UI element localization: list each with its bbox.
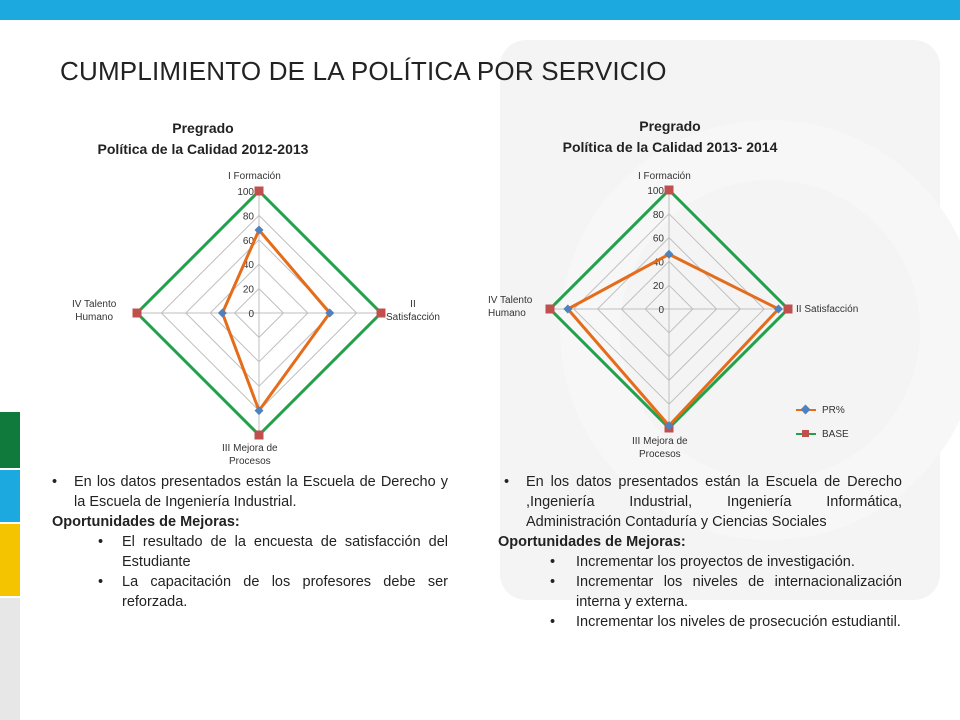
tick-label: 60 [652,233,664,245]
axis-label-talento-humano [488,294,532,320]
tick-label: 40 [652,257,664,269]
axis-label-line: I Formación [228,171,281,182]
series-point [546,305,555,314]
page-title: CUMPLIMIENTO DE LA POLÍTICA POR SERVICIO [60,56,667,86]
axis-label-line: Procesos [228,456,271,467]
left-opportunities-heading: Oportunidades de Mejoras: [52,514,240,530]
chart-title-line: Política de la Calidad 2013- 2014 [562,139,778,155]
left-text-block [52,472,448,612]
right-text-block [498,472,902,632]
legend-item-pr [796,402,849,418]
tick-label: 100 [647,186,664,197]
chart-title-line: Pregrado [172,120,234,136]
legend-swatch-base [796,429,816,439]
tick-label: 80 [242,211,254,223]
axis-label-line: III Mejora de [222,443,278,454]
tick-label: 20 [242,284,254,296]
right-opportunity-item: • Incrementar los niveles de internacionalización interna y externa. [576,572,902,612]
axis-label-line: IV Talento [488,295,533,306]
axis-label-line: I Formación [638,171,691,182]
right-opportunity-item: • Incrementar los niveles de prosecución estudiantil. [576,612,902,632]
axis-label-line: Satisfacción [386,312,440,323]
tick-label: 0 [658,305,664,316]
axis-label-mejora-procesos [632,435,688,461]
right-opportunities-heading: Oportunidades de Mejoras: [498,534,686,550]
axis-label-line: Humano [488,308,526,319]
chart-title-line: Pregrado [639,118,701,134]
axis-label-formacion [638,170,691,183]
axis-label-satisfaccion [796,303,858,316]
series-point [665,186,674,195]
axis-label-line: II Satisfacción [796,304,859,315]
axis-label-line: Procesos [638,449,681,460]
right-opportunity-item: • Incrementar los proyectos de investigación. [576,552,902,572]
legend-label-pr: PR% [822,404,845,416]
tick-label: 20 [652,281,664,293]
axis-label-line: Humano [75,312,114,323]
tick-label: 40 [242,260,254,272]
chart-title-line: Política de la Calidad 2012-2013 [97,141,309,157]
legend-item-base [796,426,849,442]
axis-label-line: IV Talento [72,299,117,310]
axis-label-line: III Mejora de [632,436,688,447]
chart-legend [796,402,849,450]
right-intro-bullet: • En los datos presentados están la Escuela de Derecho ,Ingeniería Industrial, Ingeniería Informática, Administración Contaduría y Ciencias Sociales [526,472,902,532]
tick-label: 0 [248,309,254,320]
series-point [784,305,793,314]
tick-label: 60 [242,235,254,247]
left-opportunity-item: • El resultado de la encuesta de satisfacción del Estudiante [122,532,448,572]
left-intro-bullet: • En los datos presentados están la Escuela de Derecho y la Escuela de Ingeniería Industrial. [74,472,448,512]
tick-label: 80 [652,209,664,221]
legend-swatch-pr [796,405,816,415]
legend-label-base: BASE [822,428,849,440]
tick-label: 100 [237,187,254,198]
axis-label-line: II [410,299,416,310]
left-opportunity-item: • La capacitación de los profesores debe ser reforzada. [122,572,448,612]
